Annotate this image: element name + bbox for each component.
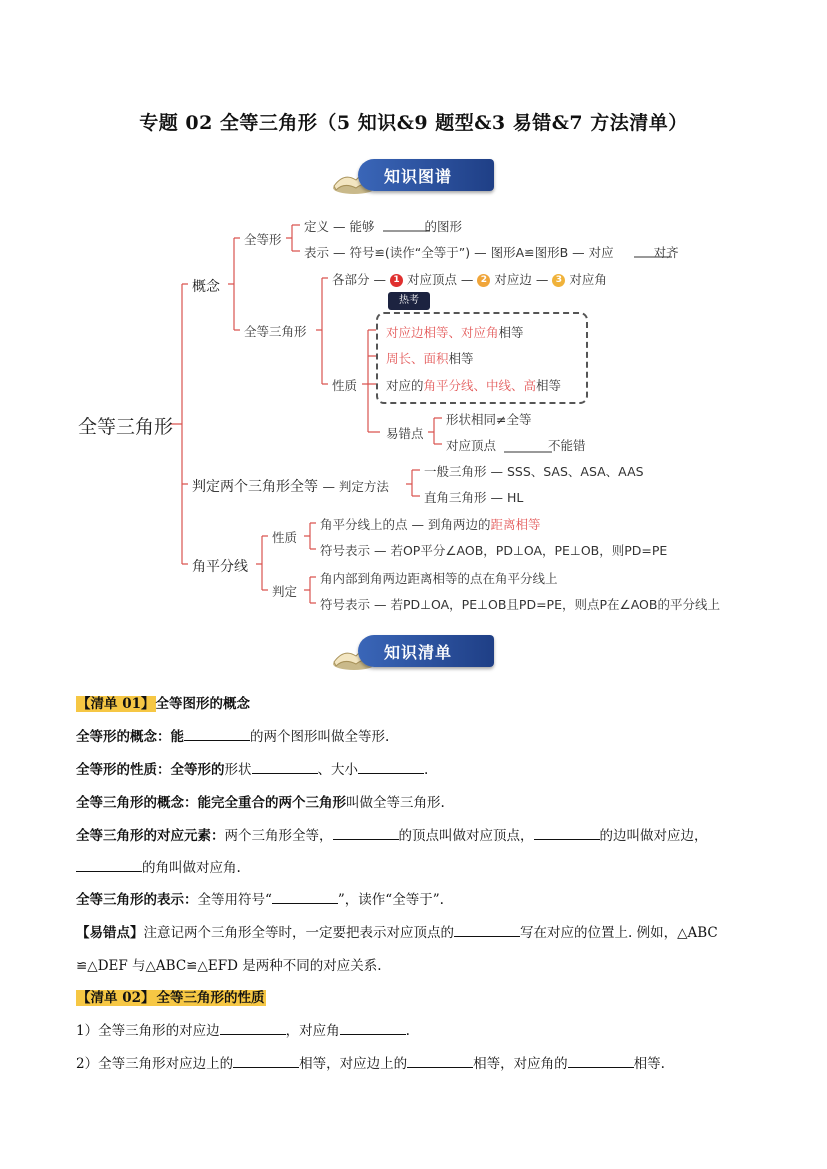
node-bisector: 角平分线 <box>192 559 248 575</box>
list-heading-01: 【清单 01】全等图形的概念 <box>77 696 250 712</box>
node-bisector-judge: 判定 <box>272 584 298 599</box>
node-congruent-shape: 全等形 <box>244 232 282 247</box>
property-2: 周长、面积相等 <box>386 351 474 366</box>
bisector-judge-2: 符号表示 — 若PD⊥OA，PE⊥OB且PD=PE，则点P在∠AOB的平分线上 <box>320 597 720 612</box>
node-property: 性质 <box>332 378 358 393</box>
knowledge-map-banner: 知识图谱 <box>332 154 494 196</box>
knowledge-list-banner: 知识清单 <box>332 630 494 672</box>
error-1: 形状相同≠全等 <box>446 412 532 427</box>
node-bisector-property: 性质 <box>272 530 298 545</box>
node-congruent-triangle: 全等三角形 <box>244 324 307 339</box>
judge-general: 一般三角形 — SSS、SAS、ASA、AAS <box>424 464 644 479</box>
judge-right: 直角三角形 — HL <box>424 490 524 505</box>
node-representation: 表示 — 符号≌(读作“全等于”) — 图形A≌图形B — 对应 对齐 <box>304 245 679 260</box>
page-title: 专题 02 全等三角形（5 知识&9 题型&3 易错&7 方法清单） <box>139 112 688 134</box>
number-3-icon: 3 <box>552 274 565 287</box>
list-line-5: 的角叫做对应角. <box>76 856 241 876</box>
bisector-judge-1: 角内部到角两边距离相等的点在角平分线上 <box>320 571 558 586</box>
error-2: 对应顶点 不能错 <box>446 438 586 453</box>
mindmap-root: 全等三角形 <box>78 416 174 438</box>
list-line-10: 2）全等三角形对应边上的 相等，对应边上的 相等，对应角的 相等. <box>76 1056 665 1072</box>
bisector-property-1: 角平分线上的点 — 到角两边的距离相等 <box>320 517 541 532</box>
list-line-7: 【易错点】注意记两个三角形全等时，一定要把表示对应顶点的 写在对应的位置上. 例如，△ABC <box>76 925 718 941</box>
property-3: 对应的角平分线、中线、高相等 <box>386 378 562 393</box>
list-line-4: 全等三角形的对应元素：两个三角形全等， 的顶点叫做对应顶点， 的边叫做对应边， <box>76 828 708 844</box>
property-1: 对应边相等、对应角相等 <box>386 325 524 340</box>
list-line-2: 全等形的性质：全等形的形状 、大小 . <box>76 762 429 778</box>
node-definition: 定义 — 能够 的图形 <box>304 219 462 234</box>
node-concept: 概念 <box>192 279 220 295</box>
bisector-property-2: 符号表示 — 若OP平分∠AOB，PD⊥OA，PE⊥OB，则PD=PE <box>320 543 668 558</box>
node-parts: 各部分 — 1 对应顶点 — 2 对应边 — 3 对应角 <box>332 272 607 287</box>
list-line-3: 全等三角形的概念：能完全重合的两个三角形叫做全等三角形. <box>76 795 445 811</box>
node-judge: 判定两个三角形全等 — 判定方法 <box>192 479 389 495</box>
list-line-8: ≌△DEF 与△ABC≌△EFD 是两种不同的对应关系. <box>76 958 382 974</box>
list-line-1: 全等形的概念：能 的两个图形叫做全等形. <box>76 729 390 745</box>
node-error-point: 易错点 <box>386 426 424 441</box>
hot-exam-badge: 热考 <box>388 292 430 310</box>
number-1-icon: 1 <box>390 274 403 287</box>
list-line-6: 全等三角形的表示：全等用符号“ ”，读作“全等于”. <box>76 892 444 908</box>
number-2-icon: 2 <box>477 274 490 287</box>
list-line-9: 1）全等三角形的对应边 ，对应角 . <box>76 1023 410 1039</box>
list-heading-02: 【清单 02】 全等三角形的性质 <box>77 990 265 1006</box>
